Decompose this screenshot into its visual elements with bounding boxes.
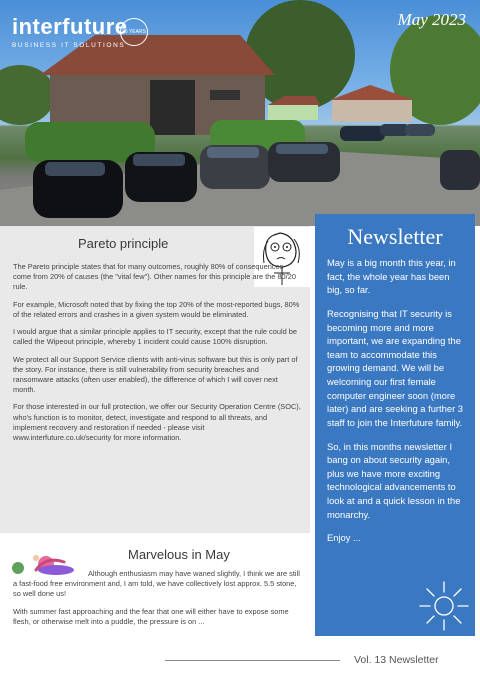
sun-icon: [416, 578, 472, 634]
pareto-paragraph: For example, Microsoft noted that by fixing the top 20% of the most-reported bugs, 80% of the related errors and crashes in a given system would be eliminated.: [13, 299, 300, 319]
newsletter-panel: [315, 214, 475, 636]
pareto-title: Pareto principle: [78, 236, 169, 251]
marvelous-paragraph: Although enthusiasm may have waned slightly, I think we are still a fast-food free environment and, I am told, we have collectively lost approx. 5.5 stone, so well done us!: [13, 569, 300, 599]
anniversary-badge: 25 YEARS: [120, 18, 148, 46]
pareto-body: [13, 262, 301, 450]
footer-divider: [165, 660, 340, 661]
marvelous-body: [13, 569, 303, 634]
newsletter-paragraph: So, in this months newsletter I bang on about security again, plus we have more exciting technological advancements to look at and a quick lesson in the monarchy.: [327, 440, 461, 520]
newsletter-paragraph: May is a big month this year, in fact, the whole year has been big, so far.: [327, 257, 456, 296]
pareto-paragraph: We protect all our Support Service clients with anti-virus software but this is only part of the story. For instance, there is still vulnerability from security breaches and ransomware attacks (often user enabled), the difference of which I will cover next month.: [13, 354, 298, 395]
issue-month: May 2023: [397, 10, 466, 29]
marvelous-paragraph: With summer fast approaching and the fear that one will either have to expose some flesh, or otherwise melt into a puddle, the pressure is on ...: [13, 606, 289, 626]
newsletter-paragraph: Enjoy ...: [327, 532, 361, 544]
logo-name: interfuture: [12, 14, 128, 39]
issue-label: Vol. 13 Newsletter: [354, 654, 439, 666]
marvelous-title: Marvelous in May: [128, 547, 230, 562]
newsletter-body: [315, 256, 475, 545]
newsletter-paragraph: Recognising that IT security is becoming more and more important, we are expanding the team to accommodate this growing demand. We will be welcoming our first female computer engineer soon (more later) and are seeking a further 3 staff to join the Interfuture family.: [327, 307, 464, 428]
pareto-paragraph: I would argue that a similar principle applies to IT security, except that the rule could be called the Wipeout principle, whereby 1 incident could cause 100% disruption.: [13, 327, 298, 347]
logo-tagline: BUSINESS IT SOLUTIONS: [12, 42, 126, 49]
pareto-paragraph: For those interested in our full protection, we offer our Security Operation Centre (SOC), who's function is to monitor, detect, investigate and respond to all threats, and implement recovery and restoration if needed - please visit www.interfuture.co.uk/security for more information.: [13, 402, 301, 443]
newsletter-title: Newsletter: [347, 224, 443, 249]
hero-photo: [0, 0, 480, 226]
pareto-paragraph: The Pareto principle states that for many outcomes, roughly 80% of consequences come from 20% of causes (the "vital few"). Other names for this principle are the 80/20 rule.: [13, 262, 296, 292]
company-logo: [12, 14, 128, 49]
